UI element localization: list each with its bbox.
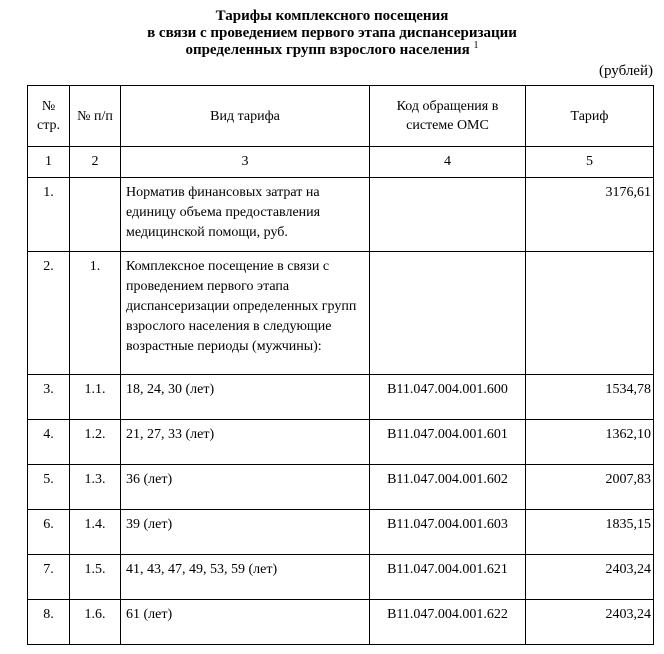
header-tariff: Тариф [526,86,654,147]
oms-code-cell: B11.047.004.001.602 [370,465,526,510]
header-tariff-type: Вид тарифа [121,86,370,147]
oms-code-cell: B11.047.004.001.622 [370,600,526,645]
tariff-type-cell: 36 (лет) [121,465,370,510]
header-line-number: № стр. [28,86,70,147]
title-line-3 [0,42,664,59]
tariff-type-cell: 61 (лет) [121,600,370,645]
line-number-cell: 1. [28,178,70,252]
tariff-value-cell: 3176,61 [526,178,654,252]
tariff-value-cell: 1835,15 [526,510,654,555]
column-number: 1 [28,147,70,178]
title-line-2: в связи с проведением первого этапа диспансеризации [147,25,517,41]
tariff-value-cell: 1534,78 [526,375,654,420]
footnote-reference: 1 [473,40,479,51]
tariff-value-cell: 2403,24 [526,555,654,600]
tariff-value-cell: 2007,83 [526,465,654,510]
table-row [28,510,654,555]
oms-code-cell [370,178,526,252]
table-row [28,420,654,465]
item-number-cell: 1.1. [70,375,121,420]
oms-code-cell: B11.047.004.001.621 [370,555,526,600]
tariff-value-cell [526,252,654,375]
oms-code-cell: B11.047.004.001.600 [370,375,526,420]
tariff-type-cell: Норматив финансовых затрат на единицу объема предоставления медицинской помощи, руб. [121,178,370,252]
tariff-type-cell: 41, 43, 47, 49, 53, 59 (лет) [121,555,370,600]
item-number-cell [70,178,121,252]
table-row [28,375,654,420]
header-item-number: № п/п [70,86,121,147]
tariff-value-cell: 1362,10 [526,420,654,465]
document-title [0,0,664,59]
line-number-cell: 8. [28,600,70,645]
item-number-cell: 1.6. [70,600,121,645]
column-number: 5 [526,147,654,178]
tariff-type-cell: 21, 27, 33 (лет) [121,420,370,465]
line-number-cell: 3. [28,375,70,420]
line-number-cell: 2. [28,252,70,375]
header-oms-code: Код обращения в системе ОМС [370,86,526,147]
item-number-cell: 1.2. [70,420,121,465]
column-number: 2 [70,147,121,178]
column-number: 4 [370,147,526,178]
item-number-cell: 1. [70,252,121,375]
tariff-type-cell: Комплексное посещение в связи с проведением первого этапа диспансеризации определенных групп взрослого населения в следующие возрастные периоды (мужчины): [121,252,370,375]
line-number-cell: 7. [28,555,70,600]
oms-code-cell: B11.047.004.001.603 [370,510,526,555]
table-header-row [28,86,654,147]
table-row [28,600,654,645]
item-number-cell: 1.3. [70,465,121,510]
column-number: 3 [121,147,370,178]
oms-code-cell [370,252,526,375]
line-number-cell: 6. [28,510,70,555]
line-number-cell: 5. [28,465,70,510]
oms-code-cell: B11.047.004.001.601 [370,420,526,465]
column-numbers-row [28,147,654,178]
tariff-table [27,85,654,645]
currency-unit-note: (рублей) [598,63,653,79]
table-row [28,555,654,600]
table-row [28,178,654,252]
tariff-value-cell: 2403,24 [526,600,654,645]
table-row [28,252,654,375]
line-number-cell: 4. [28,420,70,465]
title-line-1: Тарифы комплексного посещения [215,8,449,24]
table-row [28,465,654,510]
title-line-3-text: определенных групп взрослого населения [185,42,470,58]
item-number-cell: 1.5. [70,555,121,600]
item-number-cell: 1.4. [70,510,121,555]
tariff-type-cell: 18, 24, 30 (лет) [121,375,370,420]
tariff-type-cell: 39 (лет) [121,510,370,555]
